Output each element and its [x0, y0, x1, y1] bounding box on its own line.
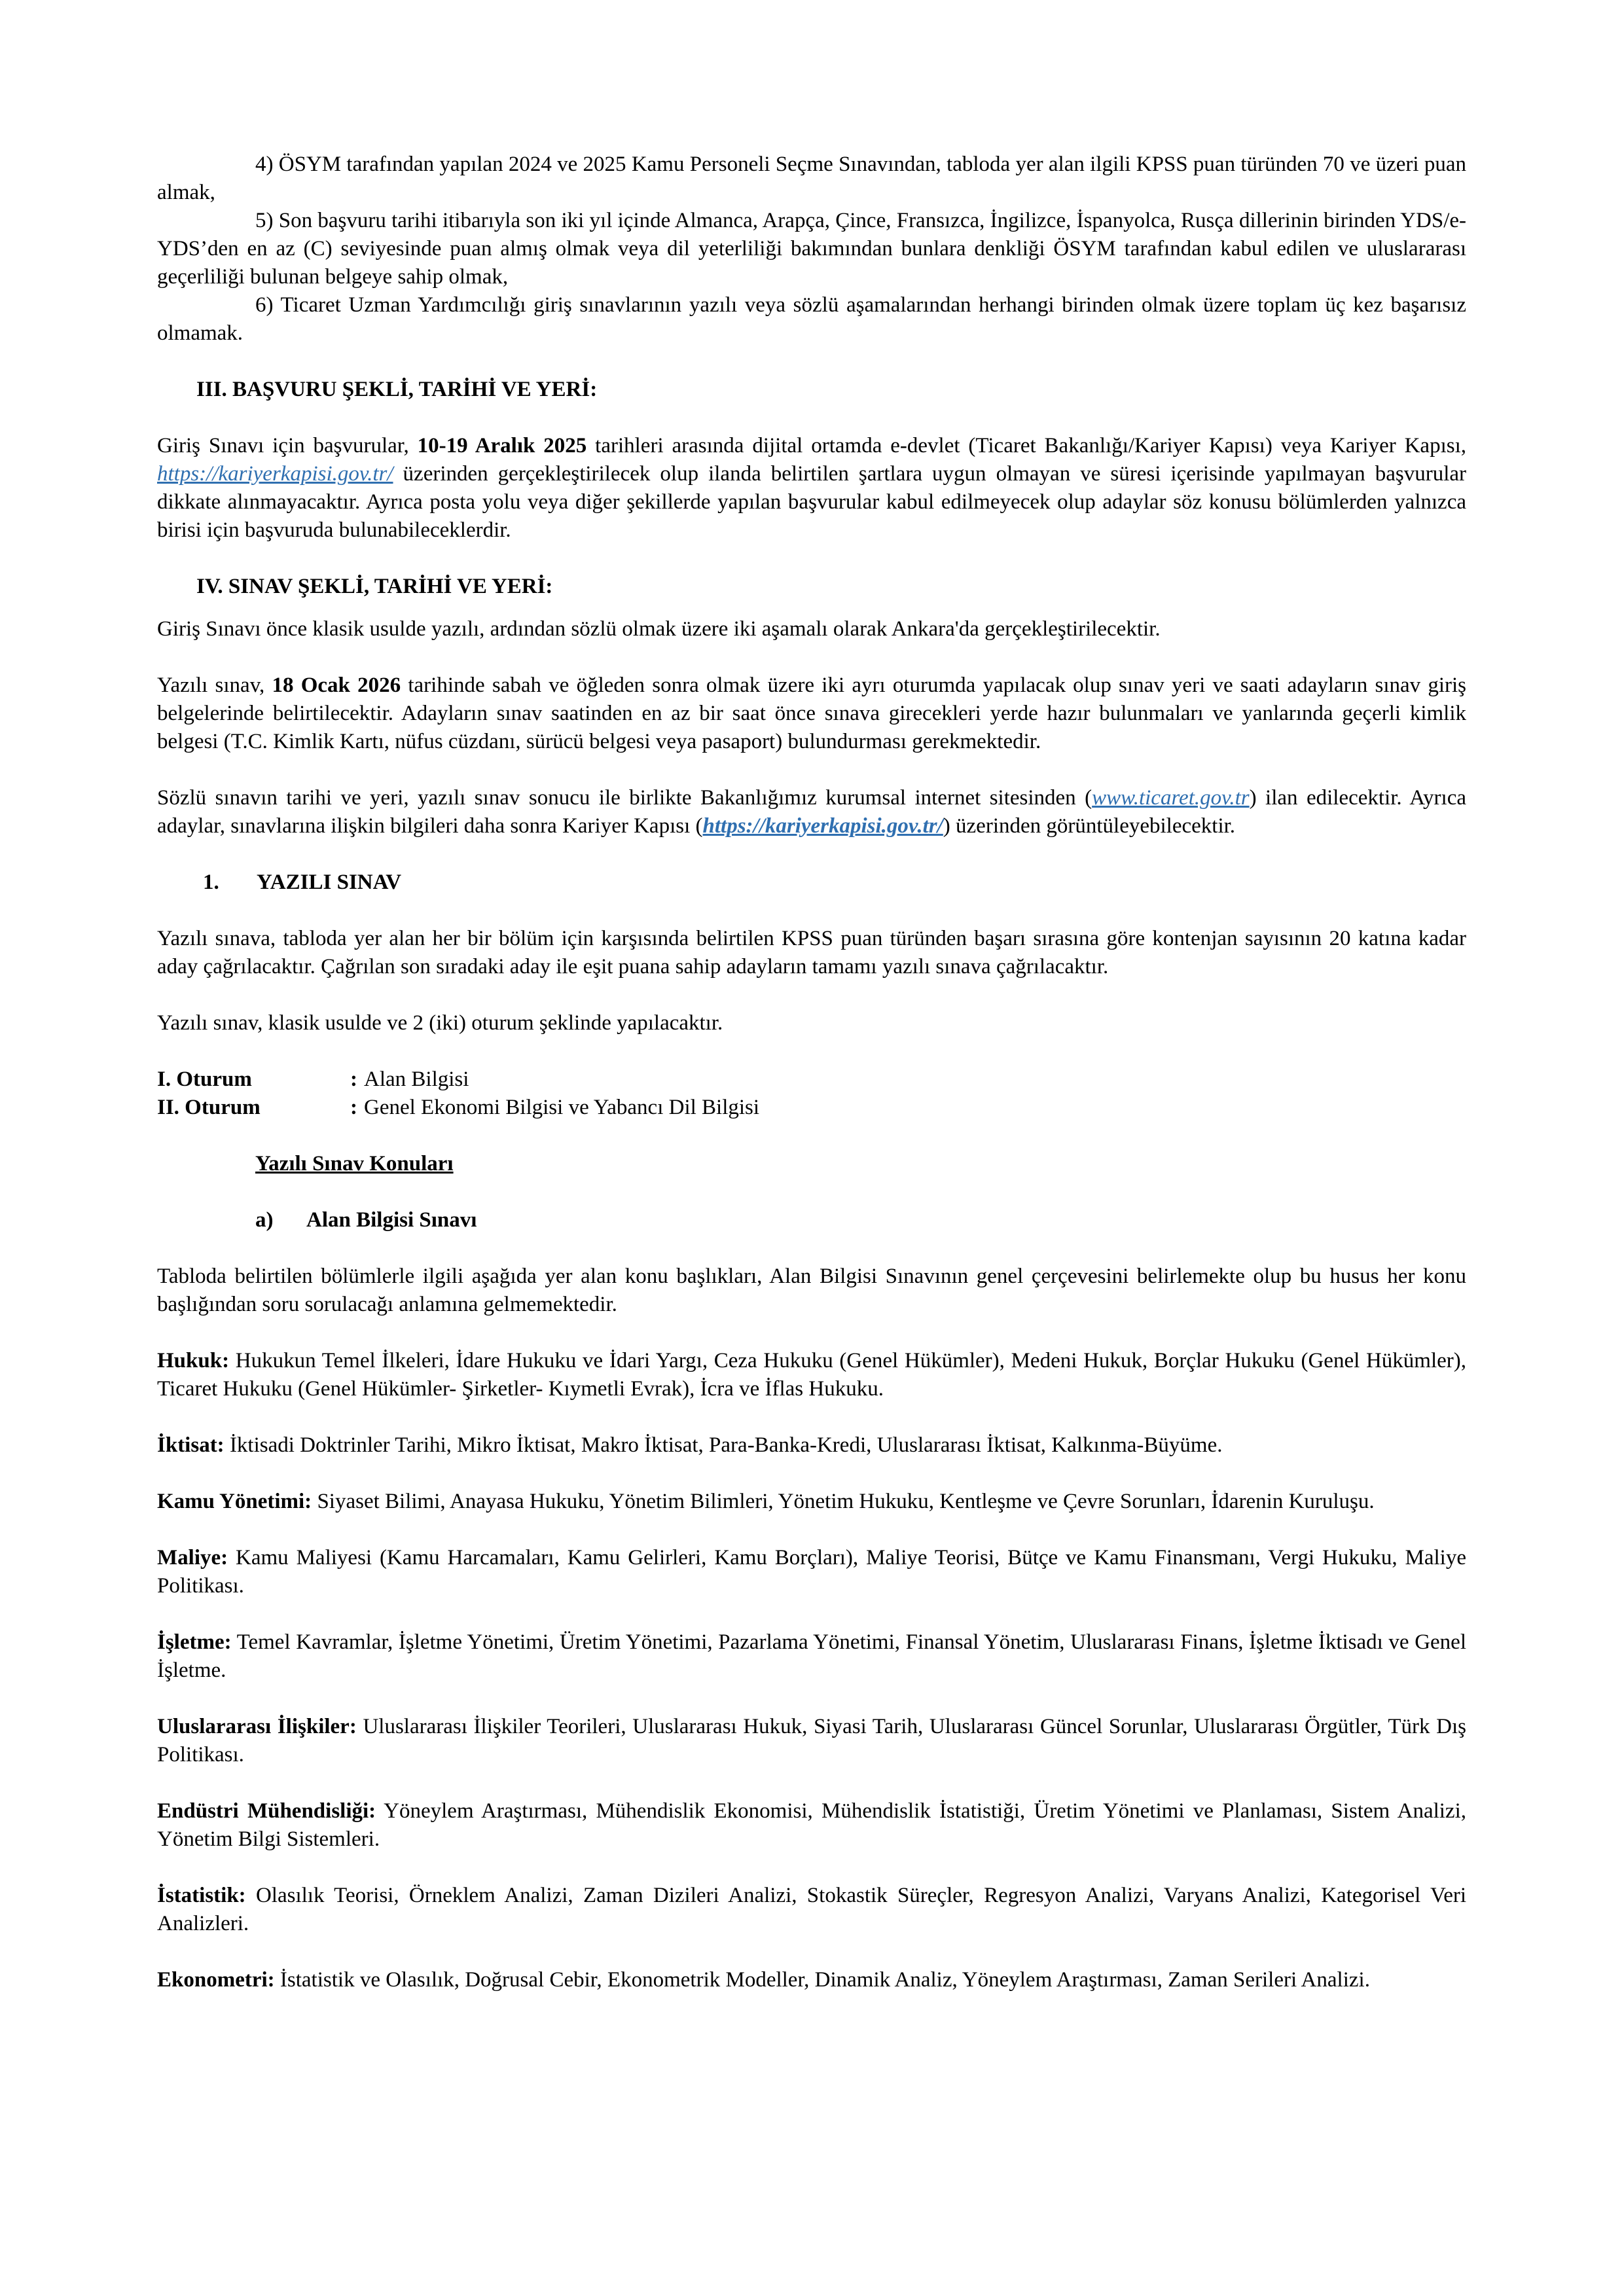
application-paragraph: Giriş Sınavı için başvurular, 10-19 Aralık 2025 tarihleri arasında dijital ortamda e-devlet (Ticaret Bakanlığı/Kariyer Kapısı) veya Kariyer Kapısı, https://kariyerkapisi.gov.tr/ üzerinden gerçekleştirilecek olup ilanda belirtilen şartlara uygun olmayan ve süresi içerisinde yapılmayan başvurular dikkate alınmayacaktır. Ayrıca posta yolu veya diğer şekillerde yapılan başvurular kabul edilmeyecek olup adaylar söz konusu bölümlerden yalnızca birisi için başvuruda bulunabileceklerdir. [157, 434, 1467, 542]
subject-iktisat: İktisat: İktisadi Doktrinler Tarihi, Mikro İktisat, Makro İktisat, Para-Banka-Kredi, Uluslararası İktisat, Kalkınma-Büyüme. [157, 1433, 1223, 1457]
application-dates: 10-19 Aralık 2025 [417, 434, 587, 457]
subject-maliye: Maliye: Kamu Maliyesi (Kamu Harcamaları, Kamu Gelirleri, Kamu Borçları), Maliye Teorisi, Bütçe ve Kamu Finansmanı, Vergi Hukuku, Maliye Politikası. [157, 1546, 1466, 1598]
subject-ekonometri: Ekonometri: İstatistik ve Olasılık, Doğrusal Cebir, Ekonometrik Modeller, Dinamik Analiz, Yöneylem Araştırması, Zaman Serileri Analizi. [157, 1968, 1370, 1992]
subject-kamu-yonetimi: Kamu Yönetimi: Siyaset Bilimi, Anayasa Hukuku, Yönetim Bilimleri, Yönetim Hukuku, Kentleşme ve Çevre Sorunları, İdarenin Kuruluşu. [157, 1490, 1375, 1513]
section-4-heading: IV. SINAV ŞEKLİ, TARİHİ VE YERİ: [196, 575, 553, 598]
requirement-4: 4) ÖSYM tarafından yapılan 2024 ve 2025 Kamu Personeli Seçme Sınavından, tabloda yer alan ilgili KPSS puan türünden 70 ve üzeri puan almak, [157, 152, 1466, 204]
written-exam-format-paragraph: Yazılı sınav, klasik usulde ve 2 (iki) oturum şeklinde yapılacaktır. [157, 1011, 723, 1035]
written-exam-heading: 1. YAZILI SINAV [203, 870, 402, 894]
written-exam-call-paragraph: Yazılı sınava, tabloda yer alan her bir bölüm için karşısında belirtilen KPSS puan türünden başarı sırasına göre kontenjan sayısının 20 katına kadar aday çağrılacaktır. Çağrılan son sıradaki aday ile eşit puana sahip adayların tamamı yazılı sınava çağrılacaktır. [157, 927, 1466, 978]
oral-exam-paragraph: Sözlü sınavın tarihi ve yeri, yazılı sınav sonucu ile birlikte Bakanlığımız kurumsal internet sitesinden (www.ticaret.gov.tr) ilan edilecektir. Ayrıca adaylar, sınavlarına ilişkin bilgileri daha sonra Kariyer Kapısı (https://kariyerkapisi.gov.tr/) üzerinden görüntüleyebilecektir. [157, 786, 1467, 838]
session-2: II. Oturum : Genel Ekonomi Bilgisi ve Yabancı Dil Bilgisi [157, 1096, 760, 1119]
subject-hukuk: Hukuk: Hukukun Temel İlkeleri, İdare Hukuku ve İdari Yargı, Ceza Hukuku (Genel Hükümler), Medeni Hukuk, Borçlar Hukuku (Genel Hükümler), Ticaret Hukuku (Genel Hükümler- Şirketler- Kıymetli Evrak), İcra ve İflas Hukuku. [157, 1349, 1466, 1401]
subject-istatistik: İstatistik: Olasılık Teorisi, Örneklem Analizi, Zaman Dizileri Analizi, Stokastik Süreçler, Regresyon Analizi, Varyans Analizi, Kategorisel Veri Analizleri. [157, 1884, 1466, 1935]
field-knowledge-heading: a) Alan Bilgisi Sınavı [255, 1208, 477, 1232]
kariyerkapisi-link-2[interactable]: https://kariyerkapisi.gov.tr/ [702, 814, 943, 838]
requirement-5: 5) Son başvuru tarihi itibarıyla son iki yıl içinde Almanca, Arapça, Çince, Fransızca, İngilizce, İspanyolca, Rusça dillerinin birinden YDS/e-YDS’den en az (C) seviyesinde puan almış olmak veya dil yeterliliği bakımından bunlara denkliği ÖSYM tarafından kabul edilen ve uluslararası geçerliliği bulunan belgeye sahip olmak, [157, 209, 1466, 289]
document-page [157, 151, 1466, 1994]
written-topics-title: Yazılı Sınav Konuları [255, 1152, 454, 1175]
subject-isletme: İşletme: Temel Kavramlar, İşletme Yönetimi, Üretim Yönetimi, Pazarlama Yönetimi, Finansal Yönetim, Uluslararası Finans, İşletme İktisadı ve Genel İşletme. [157, 1630, 1466, 1682]
ticaret-link[interactable]: www.ticaret.gov.tr [1092, 786, 1250, 810]
subject-endustri-muhendisligi: Endüstri Mühendisliği: Yöneylem Araştırması, Mühendislik Ekonomisi, Mühendislik İstatistiği, Üretim Yönetimi ve Planlaması, Sistem Analizi, Yönetim Bilgi Sistemleri. [157, 1799, 1466, 1851]
written-exam-date-paragraph: Yazılı sınav, 18 Ocak 2026 tarihinde sabah ve öğleden sonra olmak üzere iki ayrı oturumda yapılacak olup sınav yeri ve saati adayların sınav giriş belgelerinde belirtilecektir. Adayların sınav saatinden en az bir saat önce sınava girecekleri yerde hazır bulunmaları ve yanlarında geçerli kimlik belgesi (T.C. Kimlik Kartı, nüfus cüzdanı, sürücü belgesi veya pasaport) bulundurması gerekmektedir. [157, 673, 1467, 753]
session-1: I. Oturum : Alan Bilgisi [157, 1067, 469, 1091]
written-exam-date: 18 Ocak 2026 [272, 673, 401, 697]
requirement-6: 6) Ticaret Uzman Yardımcılığı giriş sınavlarının yazılı veya sözlü aşamalarından herhangi birinden olmak üzere toplam üç kez başarısız olmamak. [157, 293, 1466, 345]
subject-uluslararasi-iliskiler: Uluslararası İlişkiler: Uluslararası İlişkiler Teorileri, Uluslararası Hukuk, Siyasi Tarih, Uluslararası Güncel Sorunlar, Uluslararası Örgütler, Türk Dış Politikası. [157, 1715, 1466, 1767]
kariyerkapisi-link[interactable]: https://kariyerkapisi.gov.tr/ [157, 462, 393, 486]
section-3-heading: III. BAŞVURU ŞEKLİ, TARİHİ VE YERİ: [196, 378, 598, 401]
field-knowledge-intro: Tabloda belirtilen bölümlerle ilgili aşağıda yer alan konu başlıkları, Alan Bilgisi Sınavının genel çerçevesini belirlemekte olup bu husus her konu başlığından soru sorulacağı anlamına gelmemektedir. [157, 1265, 1466, 1316]
exam-overview-paragraph: Giriş Sınavı önce klasik usulde yazılı, ardından sözlü olmak üzere iki aşamalı olarak Ankara'da gerçekleştirilecektir. [157, 617, 1161, 641]
